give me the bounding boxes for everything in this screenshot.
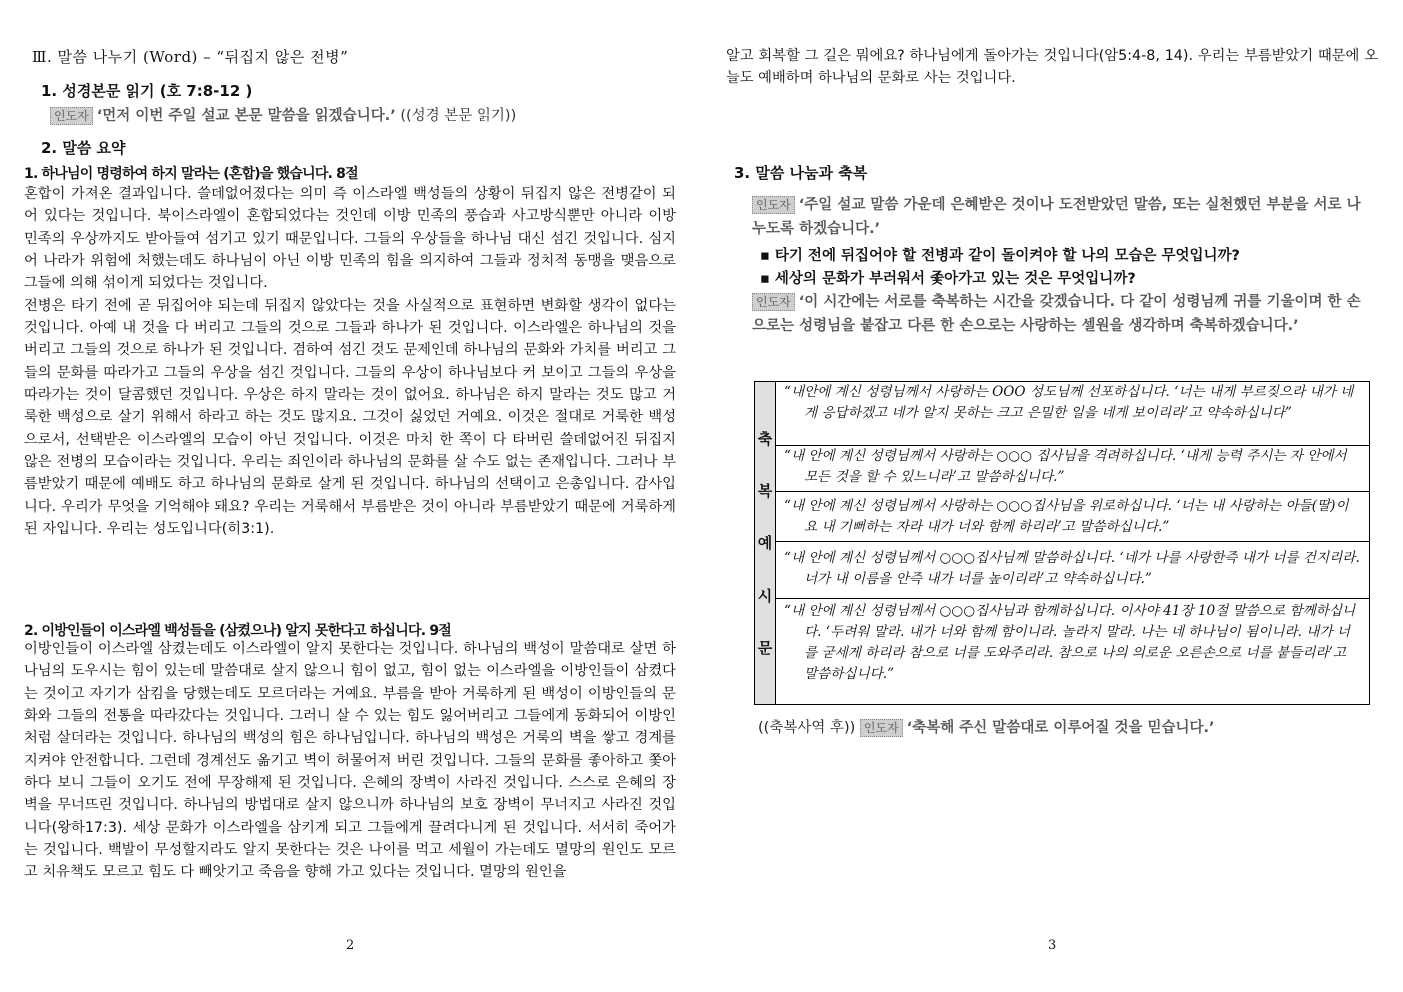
left-page [24,0,676,992]
blessing-example: “내 안에 계신 성령님께서 ○○○집사님과 함께하십니다. 이사야 41장 10절 말씀으로 함께하십니다. ‘두려워 말라. 내가 너와 함께 함이니라. 놀라지 말라. 나는 네 하나님이 됨이니라. 내가 너를 굳세게 하리라 참으로 너를 도와주리라. 참으로 나의 의로운 오른손으로 너를 붙들리라’고 말씀하십니다.” [784,603,1356,682]
heading-scripture-reading: 1. 성경본문 읽기 (호 7:8-12 ) [41,82,253,100]
blessing-example: “내안에 계신 성령님께서 사랑하는 OOO 성도님께 선포하십니다. ‘너는 내게 부르짖으라 내가 네게 응답하겠고 네가 알지 못하는 크고 은밀한 일을 네게 보이리라’고 약속하십니다” [776,382,1369,446]
heading-sharing-blessing: 3. 말씀 나눔과 축복 [734,164,868,182]
subheading-point-1: 1. 하나님이 명령하여 하지 말라는 (혼합)을 했습니다. 8절 [24,166,358,182]
summary-body-1 [24,183,676,541]
blessing-label-char: 축 [757,429,773,448]
question-1: ▪ 타기 전에 뒤집어야 할 전병과 같이 돌이켜야 할 나의 모습은 무엇입니까? [760,248,1240,264]
closing-note: ((축복사역 후)) [758,720,856,736]
guide-note: ((성경 본문 읽기)) [400,108,517,124]
paragraph: 전병은 타기 전에 곧 뒤집어야 되는데 뒤집지 않았다는 것을 사실적으로 표현하면 변화할 생각이 없다는 것입니다. 아예 내 것을 다 버리고 그들의 것으로 그들과 하나가 된 것입니다. 이스라엘은 하나님의 것을 버리고 그들의 것으로 하나가 된 것입니다. 겸하여 섬긴 것도 문제인데 하나님의 문화와 가치를 버리고 그들의 문화를 따라가고 그들의 우상을 섬긴 것입니다. 그들의 우상이 하나님보다 커 보이고 그들의 우상을 따라가는 것이 달콤했던 것입니다. 우상은 하지 말라는 것이 없어요. 하나님은 하지 말라는 것도 많고 거룩한 백성으로 살기 위해서 하라고 하는 것도 많지요. 그것이 싫었던 거예요. 이것은 절대로 거룩한 백성으로서, 선택받은 이스라엘의 모습이 아닌 것입니다. 이것은 마치 한 쪽이 다 타버린 쓸데없어진 뒤집지 않은 전병의 모습이라는 것입니다. 우리는 죄인이라 하나님의 문화를 살 수도 없는 존재입니다. 그러나 부름받았기 때문에 예배도 하고 하나님의 문화로 살게 된 것입니다. 하나님의 선택이고 은총입니다. 감사입니다. 우리가 무엇을 기억해야 돼요? 우리는 거룩해서 부름받은 것이 아니라 부름받았기 때문에 거룩하게 된 자입니다. 우리는 성도입니다(히3:1). [24,297,676,538]
paragraph: 이방인들이 이스라엘 삼켰는데도 이스라엘이 알지 못한다는 것입니다. 하나님의 백성이 말씀대로 살면 하나님의 도우시는 힘이 있는데 말씀대로 살지 않으니 힘이 없고, 힘이 없는 이스라엘을 이방인들이 삼켰다는 것이고 자기가 삼킴을 당했는데도 모르더라는 거예요. 부름을 받아 거룩하게 된 백성이 이방인들의 문화와 그들의 전통을 따라갔다는 것입니다. 그러니 살 수 있는 힘도 잃어버리고 그들에게 동화되어 이방인처럼 살더라는 것입니다. 하나님의 백성의 힘은 하나님입니다. 하나님의 백성은 거룩의 벽을 쌓고 경계를 지켜야 안전합니다. 그런데 경계선도 옮기고 벽이 허물어져 버린 것입니다. 그들의 문화를 좋아하고 쫓아 하다 보니 그들이 오기도 전에 무장해제 된 것입니다. 은혜의 장벽이 사라진 것입니다. 스스로 은혜의 장벽을 무너뜨린 것입니다. 하나님의 방법대로 살지 않으니까 하나님의 보호 장벽이 무너지고 사라진 것입니다(왕하17:3). 세상 문화가 이스라엘을 삼키게 되고 그들에게 끌려다니게 된 것입니다. 서서히 죽어가는 것입니다. 백발이 무성할지라도 알지 못한다는 것은 나이를 먹고 세월이 가는데도 멸망의 원인도 모르고 치유책도 모르고 힘도 다 빼앗기고 죽음을 향해 가고 있다는 것입니다. 멸망의 원인을 [24,641,676,881]
subheading-point-2: 2. 이방인들이 이스라엘 백성들을 (삼켰으나) 알지 못한다고 하십니다. 9절 [24,623,451,639]
blessing-label-char: 예 [757,534,773,553]
guide-instruction-2 [752,193,1368,241]
blessing-label-char: 복 [757,482,773,501]
right-page [726,0,1378,992]
blessing-example: “내 안에 계신 성령님께서 ○○○집사님께 말씀하십니다. ‘네가 나를 사랑한즉 내가 너를 건지리라. 너가 내 이름을 안즉 내가 너를 높이리라’고 약속하십니다.” [776,542,1369,599]
section-title: Ⅲ. 말씀 나누기 (Word) – “뒤집지 않은 전병” [32,48,349,66]
guide-text: ‘주일 설교 말씀 가운데 은혜받은 것이나 도전받았던 말씀, 또는 실천했던 부분을 서로 나누도록 하겠습니다.’ [752,197,1361,237]
leader-tag: 인도자 [50,107,93,125]
guide-instruction-3 [752,290,1368,338]
leader-tag: 인도자 [860,719,903,737]
paragraph: 혼합이 가져온 결과입니다. 쓸데없어졌다는 의미 즉 이스라엘 백성들의 상황이 뒤집지 않은 전병같이 되어 있다는 것입니다. 북이스라엘이 혼합되었다는 것인데 이방 민족의 풍습과 사고방식뿐만 아니라 이방 민족의 우상까지도 받아들여 섬기고 있기 때문입니다. 그들의 우상들을 하나님 대신 섬긴 것입니다. 심지어 나라가 위험에 처했는데도 하나님이 아닌 이방 민족의 힘을 의지하여 그들과 정치적 동맹을 맺음으로 그들에 의해 섞이게 되었다는 것입니다. [24,186,676,292]
summary-body-2 [24,638,676,884]
heading-summary: 2. 말씀 요약 [41,139,126,157]
closing-text: ‘축복해 주신 말씀대로 이루어질 것을 믿습니다.’ [906,720,1215,736]
blessing-label-char: 시 [757,586,773,605]
blessing-rows [776,382,1369,704]
page-number: 3 [1048,938,1057,953]
closing-line [758,716,1215,737]
continued-text: 알고 회복할 그 길은 뭐에요? 하나님에게 돌아가는 것입니다(암5:4-8, 14). 우리는 부름받았기 때문에 오늘도 예배하며 하나님의 문화로 사는 것입니다. [726,48,1378,86]
page-number: 2 [346,938,355,953]
blessing-label-char: 문 [757,639,773,658]
blessing-example: “내 안에 계신 성령님께서 사랑하는 ○○○집사님을 위로하십니다. ‘너는 내 사랑하는 아들(딸)이요 내 기뻐하는 자라 내가 너와 함께 하리라’고 말씀하십니다.” [776,492,1369,542]
blessing-table [754,381,1370,705]
blessing-label-column [755,382,776,704]
leader-tag: 인도자 [752,196,795,214]
blessing-example: “내 안에 계신 성령님께서 사랑하는 ○○○ 집사님을 격려하십니다. ‘내게 능력 주시는 자 안에서 모든 것을 할 수 있느니라’고 말씀하십니다.” [776,446,1369,492]
guide-text: ‘먼저 이번 주일 설교 본문 말씀을 읽겠습니다.’ [96,108,396,124]
leader-tag: 인도자 [752,293,795,311]
guide-text: ‘이 시간에는 서로를 축복하는 시간을 갖겠습니다. 다 같이 성령님께 귀를 기울이며 한 손으로는 성령님을 붙잡고 다른 한 손으로는 사랑하는 셀원을 생각하며 축복하겠습니다.’ [752,294,1361,334]
question-2: ▪ 세상의 문화가 부러워서 좇아가고 있는 것은 무엇입니까? [760,271,1136,287]
guide-instruction-1 [50,104,670,128]
